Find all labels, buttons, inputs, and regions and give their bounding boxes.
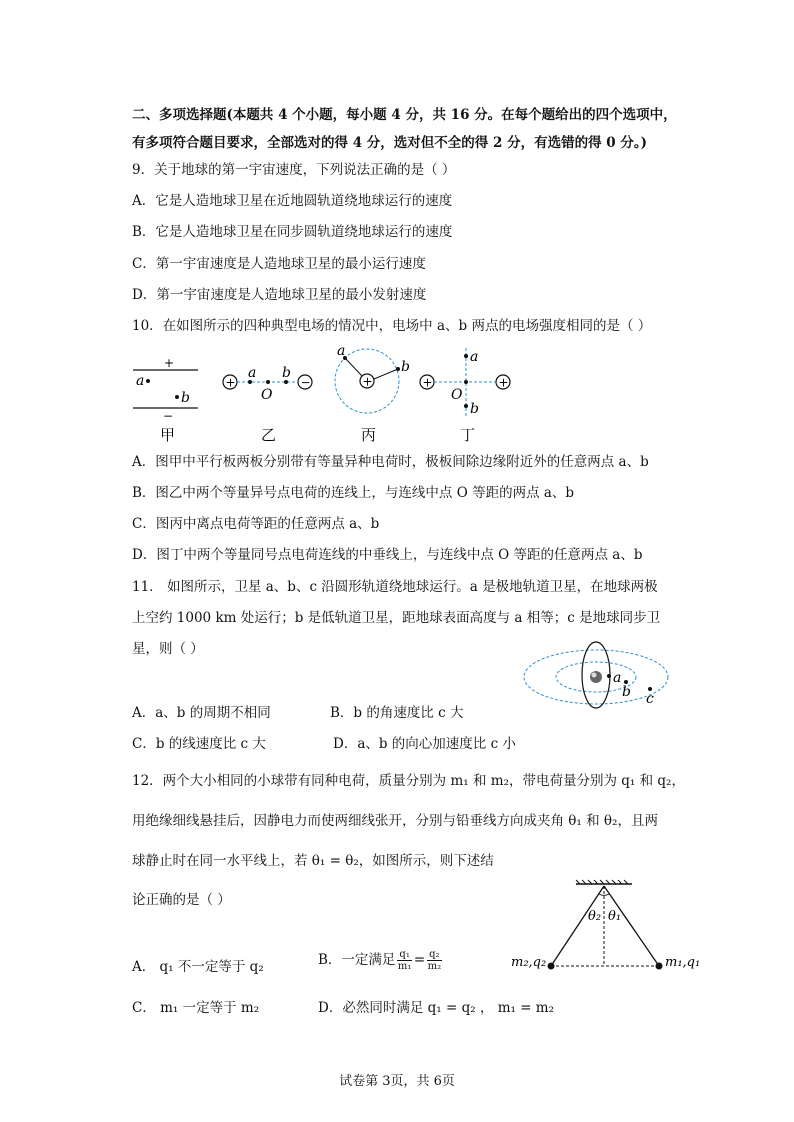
q11-stem-line3: 星，则（ ） — [132, 641, 204, 657]
q10-stem: 10．在如图所示的四种典型电场的情况中，电场中 a、b 两点的电场强度相同的是（ ） — [132, 318, 652, 334]
minus-label: − — [300, 375, 311, 390]
label-b: b — [282, 365, 291, 381]
plus-label: + — [362, 374, 373, 389]
q12-option-a: A． q₁ 不一定等于 q₂ — [132, 959, 264, 975]
numerator: q₁ — [399, 949, 410, 960]
q12-option-b — [318, 949, 444, 972]
denominator: m₂ — [427, 961, 442, 972]
fraction-q1-m1 — [397, 949, 411, 972]
section-heading-line1: 二、多项选择题(本题共 4 个小题，每小题 4 分，共 16 分。在每个题给出的四个选项中， — [132, 107, 677, 123]
plus-label: + — [164, 356, 175, 370]
q12-stem-line3: 球静止时在同一水平线上，若 θ₁ = θ₂，如图所示，则下述结 — [132, 853, 494, 869]
label-b: b — [401, 359, 410, 375]
q11-option-c: C．b 的线速度比 c 大 — [132, 736, 266, 752]
q12-option-c: C． m₁ 一定等于 m₂ — [132, 1000, 260, 1016]
q12-stem-line2: 用绝缘细线悬挂后，因静电力而使两细线张开，分别与铅垂线方向成夹角 θ₁ 和 θ₂，且两 — [132, 813, 658, 829]
q9-option-c: C．第一宇宙速度是人造地球卫星的最小运行速度 — [132, 256, 426, 272]
caption-ding: 丁 — [460, 426, 476, 444]
label-a: a — [337, 343, 346, 359]
label-o: O — [261, 387, 273, 403]
label-theta2: θ₂ — [588, 909, 602, 924]
label-a: a — [136, 373, 145, 389]
label-m2q2: m₂,q₂ — [511, 955, 547, 970]
equals-sign: = — [413, 952, 426, 968]
q12-option-d: D．必然同时满足 q₁ = q₂ ， m₁ = m₂ — [318, 1000, 555, 1016]
plus-label: + — [422, 375, 433, 390]
point-b — [175, 395, 179, 399]
q10-option-a: A．图甲中平行板两板分别带有等量异种电荷时，极板间除边缘附近外的任意两点 a、b — [132, 454, 649, 470]
page-footer: 试卷第 3页，共 6页 — [339, 1074, 455, 1089]
label-m1q1: m₁,q₁ — [665, 955, 701, 970]
label-o: O — [451, 387, 463, 403]
label-b: b — [470, 401, 479, 417]
label-c: c — [646, 691, 654, 707]
figure-bing — [335, 343, 410, 444]
q12-stem-line1: 12．两个大小相同的小球带有同种电荷，质量分别为 m₁ 和 m₂，带电荷量分别为 q₁ 和 q₂， — [132, 773, 685, 789]
label-a: a — [248, 365, 257, 381]
numerator: q₂ — [429, 949, 440, 960]
plus-label: + — [225, 375, 236, 390]
q9-option-b: B．它是人造地球卫星在同步圆轨道绕地球运行的速度 — [132, 224, 453, 240]
denominator: m₁ — [397, 961, 412, 972]
q10-option-d: D．图丁中两个等量同号点电荷连线的中垂线上，与连线中点 O 等距的任意两点 a、b — [132, 547, 643, 563]
q12-figure — [511, 880, 700, 970]
label-b: b — [181, 390, 190, 406]
label-theta1: θ₁ — [608, 909, 622, 924]
q12-option-b-prefix: B．一定满足 — [318, 952, 396, 968]
q10-option-c: C．图丙中离点电荷等距的任意两点 a、b — [132, 516, 380, 532]
section-heading-line2: 有多项符合题目要求，全部选对的得 4 分，选对但不全的得 2 分，有选错的得 0 分。) — [132, 135, 648, 151]
caption-jia: 甲 — [160, 426, 176, 444]
q11-option-b: B．b 的角速度比 c 大 — [330, 705, 464, 721]
figure-ding — [420, 348, 510, 444]
q11-option-a: A．a、b 的周期不相同 — [132, 705, 271, 721]
q10-option-b: B．图乙中两个等量异号点电荷的连线上，与连线中点 O 等距的两点 a、b — [132, 485, 575, 501]
figure-jia — [133, 356, 198, 444]
q12-stem-line4: 论正确的是（ ） — [132, 892, 231, 908]
point-a — [146, 379, 150, 383]
plus-label: + — [498, 375, 509, 390]
fraction-q2-m2 — [427, 949, 441, 972]
minus-label: − — [163, 409, 174, 423]
q11-figure — [524, 642, 668, 708]
label-a: a — [613, 670, 622, 686]
caption-bing: 丙 — [361, 426, 377, 444]
q11-option-d: D．a、b 的向心加速度比 c 小 — [333, 736, 516, 752]
figure-yi — [223, 365, 312, 444]
q9-option-d: D．第一宇宙速度是人造地球卫星的最小发射速度 — [132, 287, 427, 303]
label-a: a — [470, 349, 479, 365]
q9-option-a: A．它是人造地球卫星在近地圆轨道绕地球运行的速度 — [132, 193, 453, 209]
q11-stem-line1: 11． 如图所示，卫星 a、b、c 沿圆形轨道绕地球运行。a 是极地轨道卫星，在地球两极 — [132, 579, 658, 595]
caption-yi: 乙 — [261, 426, 277, 444]
q11-stem-line2: 上空约 1000 km 处运行；b 是低轨道卫星，距地球表面高度与 a 相等；c 是地球同步卫 — [132, 610, 661, 626]
label-b: b — [622, 684, 631, 700]
q9-stem: 9．关于地球的第一宇宙速度，下列说法正确的是（ ） — [132, 162, 456, 178]
